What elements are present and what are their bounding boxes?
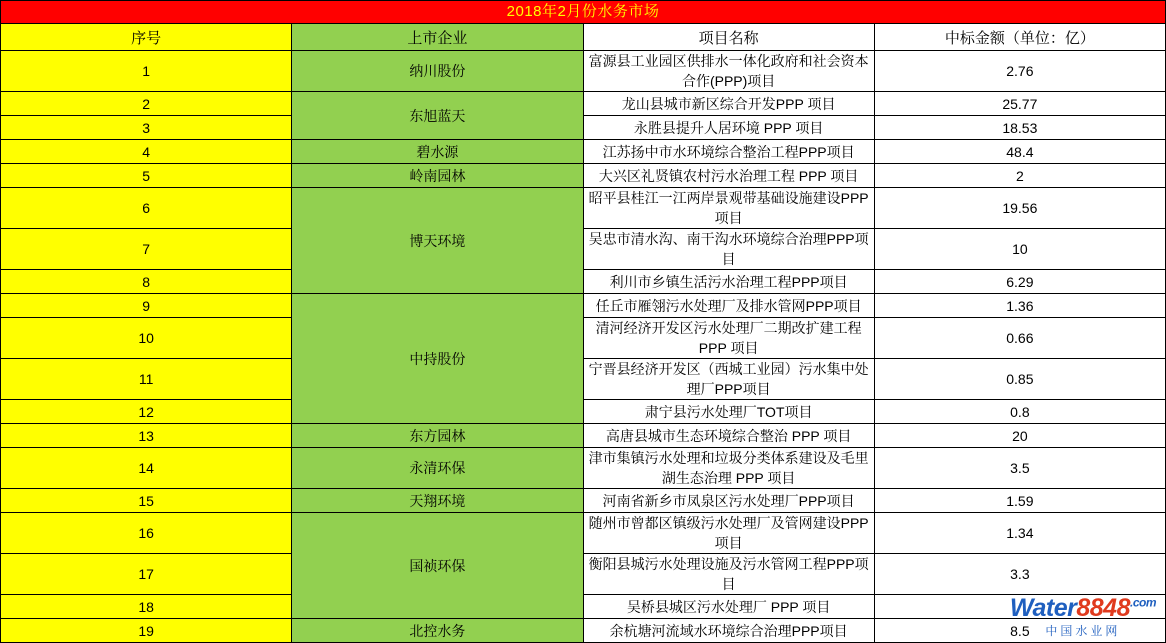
cell-amount <box>874 595 1165 619</box>
cell-project: 任丘市雁翎污水处理厂及排水管网PPP项目 <box>583 294 874 318</box>
cell-project: 津市集镇污水处理和垃圾分类体系建设及毛里湖生态治理 PPP 项目 <box>583 448 874 489</box>
table-row <box>1 318 1166 359</box>
cell-project: 永胜县提升人居环境 PPP 项目 <box>583 116 874 140</box>
table-row <box>1 400 1166 424</box>
cell-project: 江苏扬中市水环境综合整治工程PPP项目 <box>583 140 874 164</box>
table-row <box>1 116 1166 140</box>
cell-amount: 1.34 <box>874 513 1165 554</box>
watermark-subtitle: 中国水业网 <box>1045 624 1121 638</box>
table-row <box>1 359 1166 400</box>
cell-amount: 10 <box>874 229 1165 270</box>
cell-index: 6 <box>1 188 292 229</box>
column-header-project: 项目名称 <box>583 24 874 51</box>
cell-index: 17 <box>1 554 292 595</box>
cell-amount: 0.66 <box>874 318 1165 359</box>
cell-index: 9 <box>1 294 292 318</box>
cell-amount: 8.5 <box>874 619 1165 643</box>
table-row <box>1 92 1166 116</box>
cell-amount: 48.4 <box>874 140 1165 164</box>
table-row <box>1 595 1166 619</box>
cell-index: 4 <box>1 140 292 164</box>
cell-project: 昭平县桂江一江两岸景观带基础设施建设PPP项目 <box>583 188 874 229</box>
table-row <box>1 51 1166 92</box>
cell-amount: 1.36 <box>874 294 1165 318</box>
cell-project: 龙山县城市新区综合开发PPP 项目 <box>583 92 874 116</box>
table-row <box>1 448 1166 489</box>
table-row <box>1 229 1166 270</box>
cell-company: 岭南园林 <box>292 164 583 188</box>
column-header-amount: 中标金额（单位：亿） <box>874 24 1165 51</box>
cell-index: 14 <box>1 448 292 489</box>
table-title-row <box>1 1 1166 24</box>
cell-project: 利川市乡镇生活污水治理工程PPP项目 <box>583 270 874 294</box>
cell-index: 5 <box>1 164 292 188</box>
cell-project: 富源县工业园区供排水一体化政府和社会资本合作(PPP)项目 <box>583 51 874 92</box>
cell-index: 16 <box>1 513 292 554</box>
table-row <box>1 489 1166 513</box>
cell-company: 东旭蓝天 <box>292 92 583 140</box>
table-row <box>1 270 1166 294</box>
column-header-company: 上市企业 <box>292 24 583 51</box>
table-row <box>1 188 1166 229</box>
cell-index: 15 <box>1 489 292 513</box>
cell-project: 随州市曾都区镇级污水处理厂及管网建设PPP 项目 <box>583 513 874 554</box>
cell-project: 宁晋县经济开发区（西城工业园）污水集中处理厂PPP项目 <box>583 359 874 400</box>
table-row <box>1 140 1166 164</box>
cell-index: 3 <box>1 116 292 140</box>
cell-index: 1 <box>1 51 292 92</box>
cell-index: 8 <box>1 270 292 294</box>
cell-amount: 20 <box>874 424 1165 448</box>
table-row <box>1 294 1166 318</box>
table-header-row <box>1 24 1166 51</box>
cell-amount: 25.77 <box>874 92 1165 116</box>
cell-amount: 0.8 <box>874 400 1165 424</box>
cell-amount: 0.85 <box>874 359 1165 400</box>
cell-amount: 3.5 <box>874 448 1165 489</box>
cell-index: 18 <box>1 595 292 619</box>
cell-company: 博天环境 <box>292 188 583 294</box>
cell-index: 10 <box>1 318 292 359</box>
watermark-suffix: .com <box>1129 595 1156 610</box>
cell-project: 吴忠市清水沟、南干沟水环境综合治理PPP项目 <box>583 229 874 270</box>
cell-project: 清河经济开发区污水处理厂二期改扩建工程 PPP 项目 <box>583 318 874 359</box>
cell-company: 东方园林 <box>292 424 583 448</box>
cell-project: 余杭塘河流域水环境综合治理PPP项目 <box>583 619 874 643</box>
cell-amount: 2.76 <box>874 51 1165 92</box>
table-row <box>1 513 1166 554</box>
cell-project: 吴桥县城区污水处理厂 PPP 项目 <box>583 595 874 619</box>
table-row <box>1 554 1166 595</box>
cell-index: 2 <box>1 92 292 116</box>
cell-amount: 1.59 <box>874 489 1165 513</box>
cell-company: 北控水务 <box>292 619 583 643</box>
cell-project: 河南省新乡市凤泉区污水处理厂PPP项目 <box>583 489 874 513</box>
cell-project: 肃宁县污水处理厂TOT项目 <box>583 400 874 424</box>
cell-index: 13 <box>1 424 292 448</box>
cell-company: 国祯环保 <box>292 513 583 619</box>
cell-amount: 18.53 <box>874 116 1165 140</box>
watermark-brand-text: Water <box>1009 594 1077 622</box>
cell-index: 11 <box>1 359 292 400</box>
table-title: 2018年2月份水务市场 <box>1 1 1166 24</box>
watermark-number: 8848 <box>1076 594 1130 622</box>
table-row <box>1 619 1166 643</box>
cell-company: 碧水源 <box>292 140 583 164</box>
table-row <box>1 424 1166 448</box>
cell-index: 19 <box>1 619 292 643</box>
cell-index: 12 <box>1 400 292 424</box>
table-row <box>1 164 1166 188</box>
table-body <box>1 1 1166 643</box>
cell-amount: 6.29 <box>874 270 1165 294</box>
cell-company: 中持股份 <box>292 294 583 424</box>
cell-project: 衡阳县城污水处理设施及污水管网工程PPP项目 <box>583 554 874 595</box>
cell-amount: 2 <box>874 164 1165 188</box>
column-header-index: 序号 <box>1 24 292 51</box>
cell-company: 永清环保 <box>292 448 583 489</box>
cell-company: 纳川股份 <box>292 51 583 92</box>
cell-project: 大兴区礼贤镇农村污水治理工程 PPP 项目 <box>583 164 874 188</box>
cell-project: 高唐县城市生态环境综合整治 PPP 项目 <box>583 424 874 448</box>
cell-index: 7 <box>1 229 292 270</box>
cell-amount: 3.3 <box>874 554 1165 595</box>
cell-company: 天翔环境 <box>292 489 583 513</box>
cell-amount: 19.56 <box>874 188 1165 229</box>
